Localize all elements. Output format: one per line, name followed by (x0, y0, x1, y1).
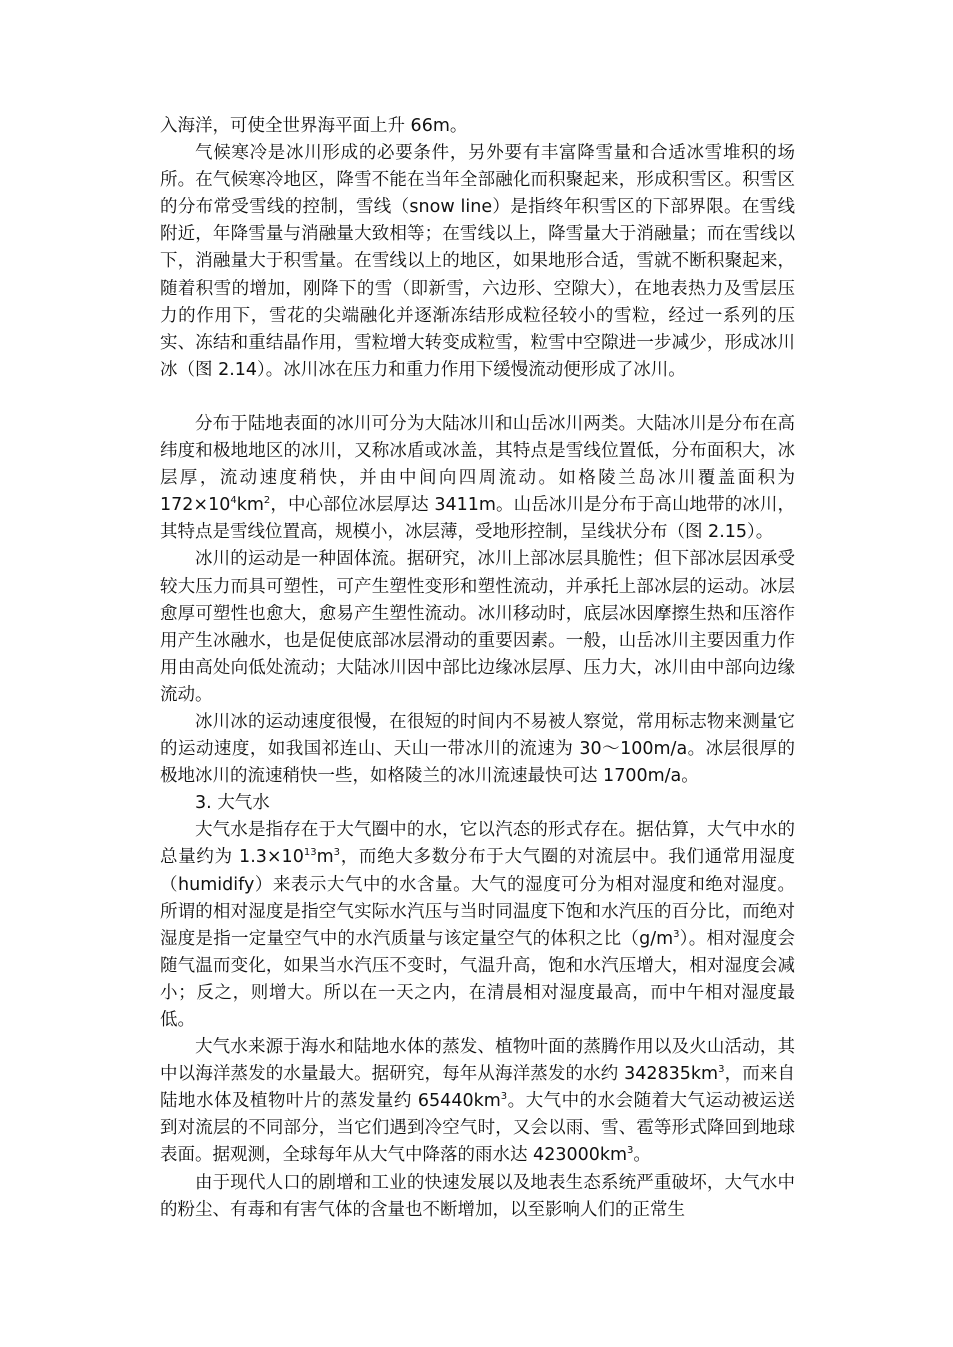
text-run: m (316, 847, 334, 868)
superscript: 3 (333, 847, 340, 859)
superscript: 3 (627, 1145, 634, 1157)
section-heading-atmospheric-water: 3. 大气水 (195, 793, 270, 814)
text-run: ，而绝大多数分布于大气圈的对流层中。我们通常用湿度（humidify）来表示大气中的水含量。大气的湿度可分为相对湿度和绝对湿度。所谓的相对湿度是指空气实际水汽压与当时同温度下饱和水汽压的百分比，而绝对湿度是指一定量空气中的水汽质量与该定量空气的体积之比（g/m (160, 847, 795, 949)
text-run: ）。相对湿度会随气温而变化，如果当水汽压不变时，气温升高，饱和水汽压增大，相对湿度会减小；反之，则增大。所以在一天之内，在清晨相对湿度最高，而中午相对湿度最低。 (160, 928, 795, 1030)
superscript: 13 (303, 847, 317, 859)
superscript: 3 (718, 1064, 725, 1076)
paragraph-glacier-types (160, 411, 795, 546)
paragraph-sea-level: 入海洋，可使全世界海平面上升 66m。 (160, 116, 468, 136)
text-run: ，中心部位冰层厚达 3411m。山岳冰川是分布于高山地带的冰川，其特点是雪线位置高，规模小，冰层薄，受地形控制，呈线状分布（图 2.15）。 (160, 495, 795, 543)
paragraph-glacier-formation: 气候寒冷是冰川形成的必要条件，另外要有丰富降雪量和合适冰雪堆积的场所。在气候寒冷地区，降雪不能在当年全部融化而积聚起来，形成积雪区。积雪区的分布常受雪线的控制，雪线（snow line）是指终年积雪区的下部界限。在雪线附近，年降雪量与消融量大致相等；在雪线以上，降雪量大于消融量；而在雪线以下，消融量大于积雪量。在雪线以上的地区，如果地形合适，雪就不断积聚起来，随着积雪的增加，刚降下的雪（即新雪，六边形、空隙大），在地表热力及雪层压力的作用下，雪花的尖端融化并逐渐冻结形成粒径较小的雪粒，经过一系列的压实、冻结和重结晶作用，雪粒增大转变成粒雪，粒雪中空隙进一步减少，形成冰川冰（图 2.14）。冰川冰在压力和重力作用下缓慢流动便形成了冰川。 (160, 143, 795, 380)
text-run: 。大气中的水会随着大气运动被运送到对流层的不同部分，当它们遇到冷空气时，又会以雨、雪、雹等形式降回到地球表面。据观测，全球每年从大气中降落的雨水达 423000km (160, 1091, 796, 1166)
paragraph-glacier-speed: 冰川冰的运动速度很慢，在很短的时间内不易被人察觉，常用标志物来测量它的运动速度，如我国祁连山、天山一带冰川的流速为 30～100m/a。冰层很厚的极地冰川的流速稍快一些，如格陵兰的冰川流速最快可达 1700m/a。 (160, 711, 795, 787)
text-run: 大气水来源于海水和陆地水体的蒸发、植物叶面的蒸腾作用以及火山活动，其中以海洋蒸发的水量最大。据研究，每年从海洋蒸发的水约 342835km (160, 1037, 795, 1085)
superscript: 3 (500, 1091, 508, 1103)
superscript: 4 (230, 495, 237, 507)
paragraph-atmospheric-water-source (160, 1034, 795, 1169)
superscript: 3 (673, 928, 680, 940)
text-run: km (236, 495, 264, 516)
paragraph-gap (160, 384, 795, 411)
paragraph-pollution: 由于现代人口的剧增和工业的快速发展以及地表生态系统严重破坏，大气水中的粉尘、有毒和有害气体的含量也不断增加，以至影响人们的正常生 (160, 1172, 795, 1220)
text-run: ，而来自陆地水体及植物叶片的蒸发量约 65440km (160, 1064, 796, 1112)
paragraph-atmospheric-water (160, 817, 795, 1034)
superscript: 2 (263, 495, 271, 507)
text-run: 大气水是指存在于大气圈中的水，它以汽态的形式存在。据估算，大气中水的总量约为 1.3×10 (160, 820, 795, 868)
text-run: 。 (633, 1145, 651, 1166)
text-run: 分布于陆地表面的冰川可分为大陆冰川和山岳冰川两类。大陆冰川是分布在高纬度和极地地区的冰川，又称冰盾或冰盖，其特点是雪线位置低，分布面积大，冰层厚，流动速度稍快，并由中间向四周流动。如格陵兰岛冰川覆盖面积为 172×10 (160, 413, 795, 516)
paragraph-glacier-motion: 冰川的运动是一种固体流。据研究，冰川上部冰层具脆性；但下部冰层因承受较大压力而具可塑性，可产生塑性变形和塑性流动，并承托上部冰层的运动。冰层愈厚可塑性也愈大，愈易产生塑性流动。冰川移动时，底层冰因摩擦生热和压溶作用产生冰融水，也是促使底部冰层滑动的重要因素。一般，山岳冰川主要因重力作用由高处向低处流动；大陆冰川因中部比边缘冰层厚、压力大，冰川由中部向边缘流动。 (160, 549, 795, 705)
body-text (160, 113, 795, 1224)
